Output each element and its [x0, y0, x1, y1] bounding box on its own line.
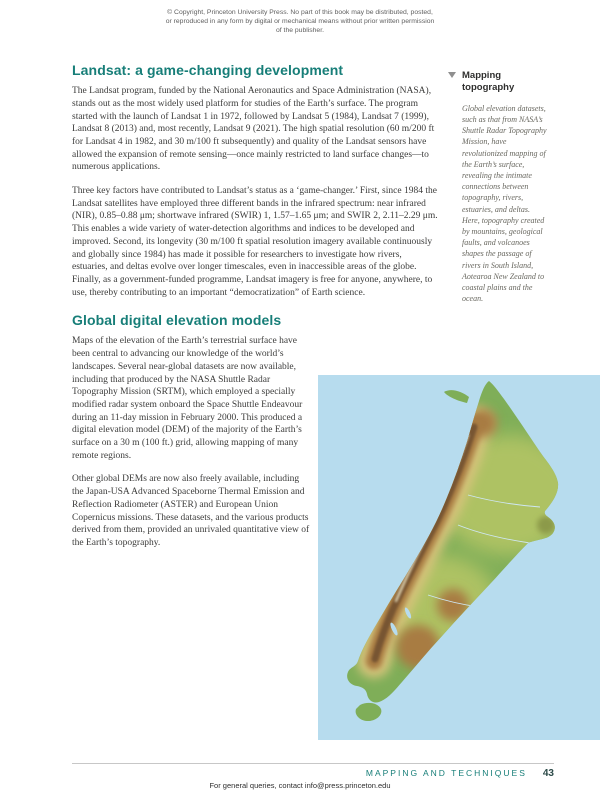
triangle-down-icon: [448, 72, 456, 78]
section-heading-landsat: Landsat: a game-changing development: [72, 62, 344, 78]
contact-line: For general queries, contact info@press.princeton.edu: [209, 781, 391, 790]
paragraph-landsat-2: Three key factors have contributed to Landsat’s status as a ‘game-changer.’ First, since 1984 the Landsat satellites have employed three different bands in the infrared spectrum: near infrared (NIR), 0.85–0.88 μm; shortwave infrared (SWIR) 1, 1.57–1.65 μm; and SWIR 2, 2.11–2.29 μm. This enables a wide variety of water-detection algorithms and indices to be developed and improved. Second, its longevity (30 m/100 ft spatial resolution imagery available continuously and globally since 1984) has made it possible for researchers to investigate how rivers, estuaries, and deltas evolve over longer timescales, even in inaccessible areas of the globe. Finally, as a government-funded programme, Landsat imagery is free for anyone, anywhere, to use, thereby contributing to an important “democratization” of Earth science.: [72, 186, 438, 298]
running-footer-section: MAPPING AND TECHNIQUES: [365, 768, 527, 778]
topographic-map-south-island: [318, 375, 600, 740]
copyright-notice: © Copyright, Princeton University Press. No part of this book may be distributed, posted, or reproduced in any form by digital or mechanical means without prior written permission of the publisher.: [165, 9, 435, 35]
caption-sidebar: [448, 70, 548, 304]
caption-header: [448, 70, 548, 94]
paragraph-dem-2: Other global DEMs are now also freely available, including the Japan-USA Advanced Spaceborne Thermal Emission and Reflection Radiometer (ASTER) and European Union Copernicus missions. These datasets, and the various products derived from them, provided an unrivaled quantitative view of the Earth’s topography.: [72, 474, 310, 548]
paragraph-landsat-1: The Landsat program, funded by the National Aeronautics and Space Administration (NASA), stands out as the most widely used platform for studies of the Earth’s surface. The program started with the launch of Landsat 1 in 1972, followed by Landsat 5 (1984), Landsat 7 (1999), Landsat 8 (2013) and, most recently, Landsat 9 (2021). The high spatial resolution (60 m/200 ft for Landsat 4 in 1982, and 30 m/100 ft subsequently) and quality of the Landsat sensors have allowed the expansion of remote sensing—once mainly restricted to land surface changes—to numerous applications.: [72, 86, 435, 173]
paragraph-dem-1: Maps of the elevation of the Earth’s terrestrial surface have been central to advancing our knowledge of the world’s landscapes. Several near-global datasets are now available, including that produced by the NASA Shuttle Radar Topography Mission (SRTM), which employed a specially modified radar system onboard the Space Shuttle Endeavour during an 11-day mission in February 2000. This produced a digital elevation model (DEM) of the majority of the Earth’s surface on a 30 m (100 ft.) grid, allowing mapping of many remote regions.: [72, 336, 303, 461]
caption-title: Mapping topography: [462, 70, 515, 93]
caption-text: Global elevation datasets, such as that from NASA’s Shuttle Radar Topography Mission, have revolutionized mapping of the Earth’s surface, revealing the intimate connections between topography, rivers, estuaries, and deltas. Here, topography created by mountains, geological faults, and volcanoes shapes the passage of rivers in South Island, Aotearoa New Zealand to coastal plains and the ocean.: [462, 103, 547, 304]
footer: [72, 768, 554, 779]
section-heading-dem: Global digital elevation models: [72, 312, 282, 329]
page-number: 43: [542, 768, 554, 779]
footer-rule: [72, 763, 554, 764]
